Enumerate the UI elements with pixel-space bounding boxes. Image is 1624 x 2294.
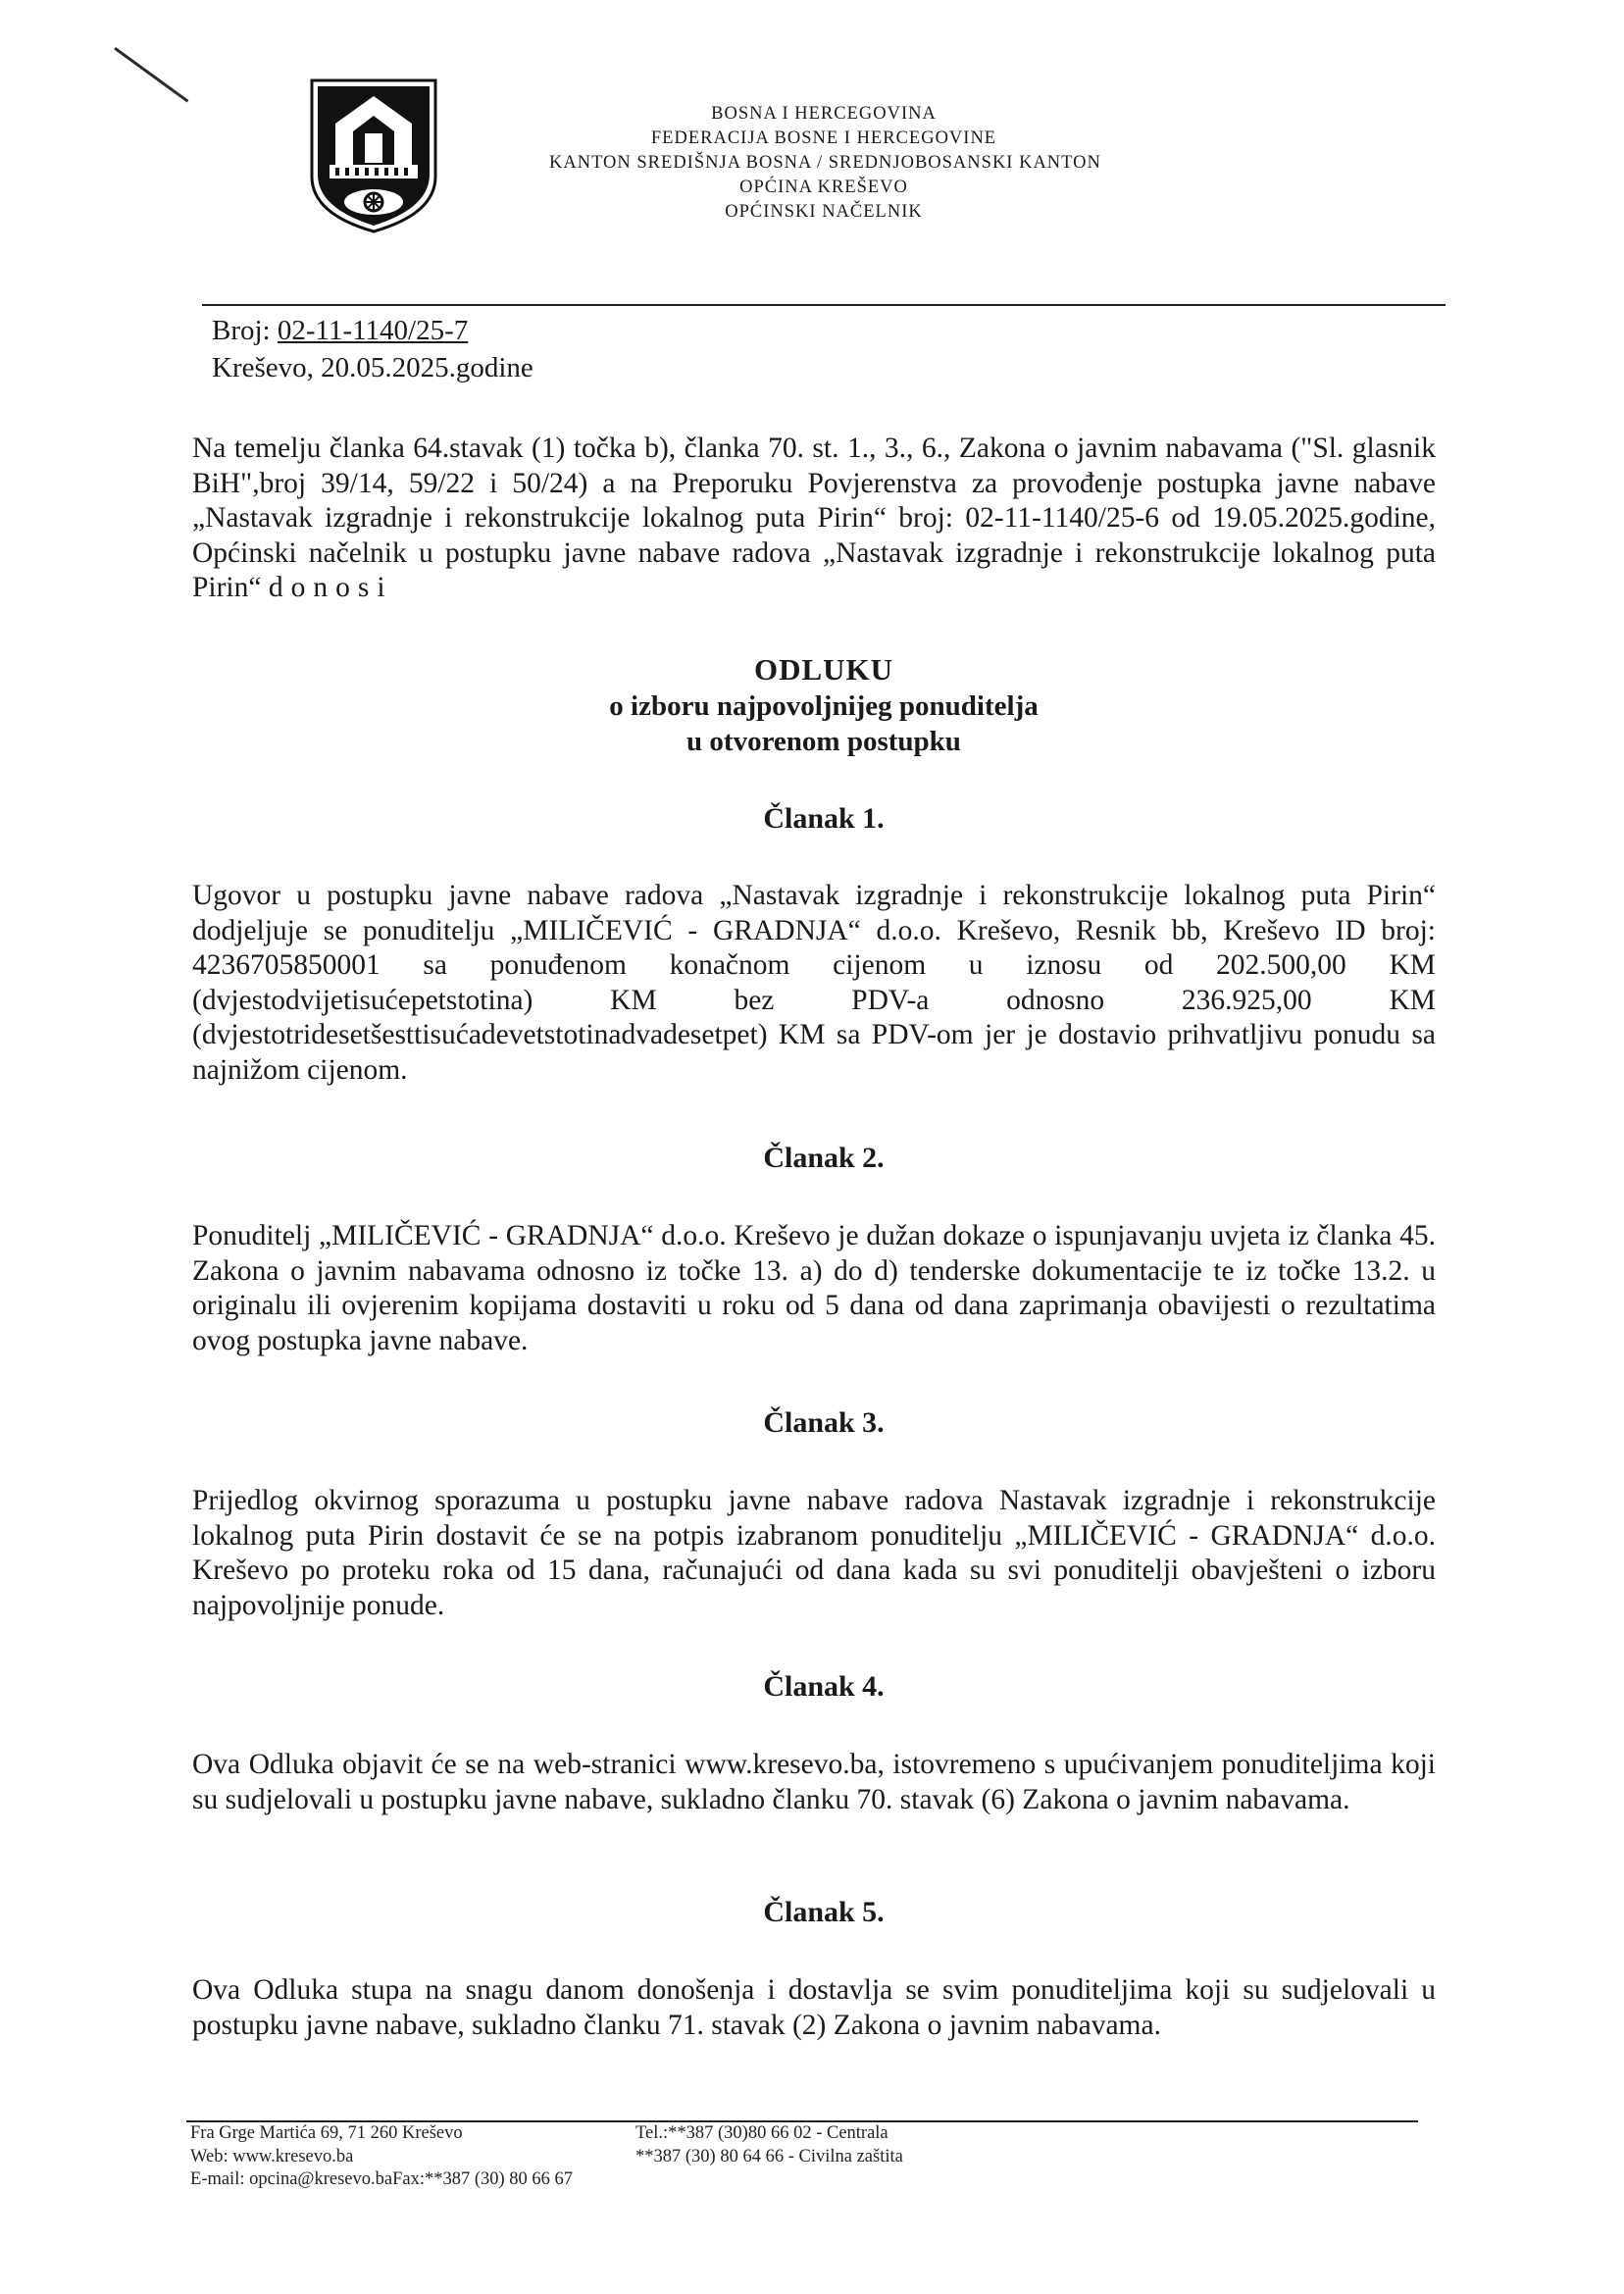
article-heading: Članak 2. <box>763 1142 885 1174</box>
letterhead-line: KANTON SREDIŠNJA BOSNA / SREDNJOBOSANSKI KANTON <box>549 153 1101 173</box>
letterhead-line: BOSNA I HERCEGOVINA <box>711 104 937 124</box>
title-sub: o izboru najpovoljnijeg ponuditelja <box>609 690 1039 722</box>
title-sub: u otvorenom postupku <box>686 726 961 757</box>
donosi-word: donosi <box>268 572 393 603</box>
letterhead <box>549 102 1101 225</box>
decision-title <box>392 651 1255 759</box>
intro-text: Na temelju članka 64.stavak (1) točka b), članka 70. st. 1., 3., 6., Zakona o javnim nabavama ("Sl. glasnik BiH",broj 39/14, 59/22 i 50/24) a na Preporuku Povjerenstva za provođenje postupka javne nabave „Nastavak izgradnje i rekonstrukcije lokalnog puta Pirin“ broj: 02-11-1140/25-6 od 19.05.2025.godine, Općinski načelnik u postupku javne nabave radova „Nastavak izgradnje i rekonstrukcije lokalnog puta Pirin“ <box>192 433 1436 603</box>
footer-phones <box>635 2122 903 2168</box>
article-heading: Članak 4. <box>763 1670 885 1703</box>
article-text: Ugovor u postupku javne nabave radova „Nastavak izgradnje i rekonstrukcije lokalnog puta Pirin“ dodjeljuje se ponuditelju „MILIČEVIĆ - GRADNJA“ d.o.o. Kreševo, Resnik bb, Kreševo ID broj: 4236705850001 sa ponuđenom konačnom cijenom u iznosu od 202.500,00 KM (dvjestodvijetisućepetstotina) KM bez PDV-a odnosno 236.925,00 KM (dvjestotridesetšesttisućadevetstotinadvadesetpet) KM sa PDV-om jer je dostavio prihvatljivu ponudu sa najnižom cijenom. <box>192 880 1436 1086</box>
place-date: Kreševo, 20.05.2025.godine <box>212 352 533 383</box>
title-main: ODLUKU <box>753 652 894 687</box>
footer-tel: Tel.:**387 (30)80 66 02 - Centrala <box>635 2123 888 2143</box>
reference-value: 02-11-1140/25-7 <box>277 315 469 346</box>
scan-mark <box>114 47 188 103</box>
reference-number: Broj: 02-11-1140/25-7 <box>212 315 469 346</box>
footer-web: Web: www.kresevo.ba <box>190 2146 354 2167</box>
letterhead-line: FEDERACIJA BOSNE I HERCEGOVINE <box>650 128 997 148</box>
header-divider <box>202 304 1446 306</box>
article-heading: Članak 5. <box>763 1896 885 1928</box>
article-text: Ova Odluka objavit će se na web-stranici www.kresevo.ba, istovremeno s upućivanjem ponuditeljima koji su sudjelovali u postupku javne nabave, sukladno članku 70. stavak (6) Zakona o javnim nabavama. <box>192 1749 1436 1815</box>
coat-of-arms-icon <box>308 76 439 235</box>
letterhead-line: OPĆINSKI NAČELNIK <box>725 202 923 222</box>
article-text: Ova Odluka stupa na snagu danom donošenja i dostavlja se svim ponuditeljima koji su sudjelovali u postupku javne nabave, sukladno članku 71. stavak (2) Zakona o javnim nabavama. <box>192 1974 1436 2041</box>
article-heading: Članak 3. <box>763 1406 885 1439</box>
footer-tel2: **387 (30) 80 64 66 - Civilna zaštita <box>635 2146 903 2167</box>
footer-address: Fra Grge Martića 69, 71 260 Kreševo <box>190 2123 463 2143</box>
footer-contacts <box>190 2122 573 2192</box>
article-text: Ponuditelj „MILIČEVIĆ - GRADNJA“ d.o.o. Kreševo je dužan dokaze o ispunjavanju uvjeta iz članka 45. Zakona o javnim nabavama odnosno iz točke 13. a) do d) tenderske dokumentacije te iz točke 13.2. u originalu ili ovjerenim kopijama dostaviti u roku od 5 dana od dana zaprimanja obavijesti o rezultatima ovog postupka javne nabave. <box>192 1220 1436 1356</box>
article-text: Prijedlog okvirnog sporazuma u postupku javne nabave radova Nastavak izgradnje i rekonstrukcije lokalnog puta Pirin dostavit će se na potpis izabranom ponuditelju „MILIČEVIĆ - GRADNJA“ d.o.o. Kreševo po proteku roka od 15 dana, računajući od dana kada su svi ponuditelji obavješteni o izboru najpovoljnije ponude. <box>192 1485 1436 1621</box>
intro-paragraph <box>192 432 1436 606</box>
footer-email: E-mail: opcina@kresevo.baFax:**387 (30) 80 66 67 <box>190 2169 574 2189</box>
letterhead-line: OPĆINA KREŠEVO <box>739 178 908 197</box>
document-meta <box>212 312 533 386</box>
article-heading: Članak 1. <box>763 802 885 835</box>
